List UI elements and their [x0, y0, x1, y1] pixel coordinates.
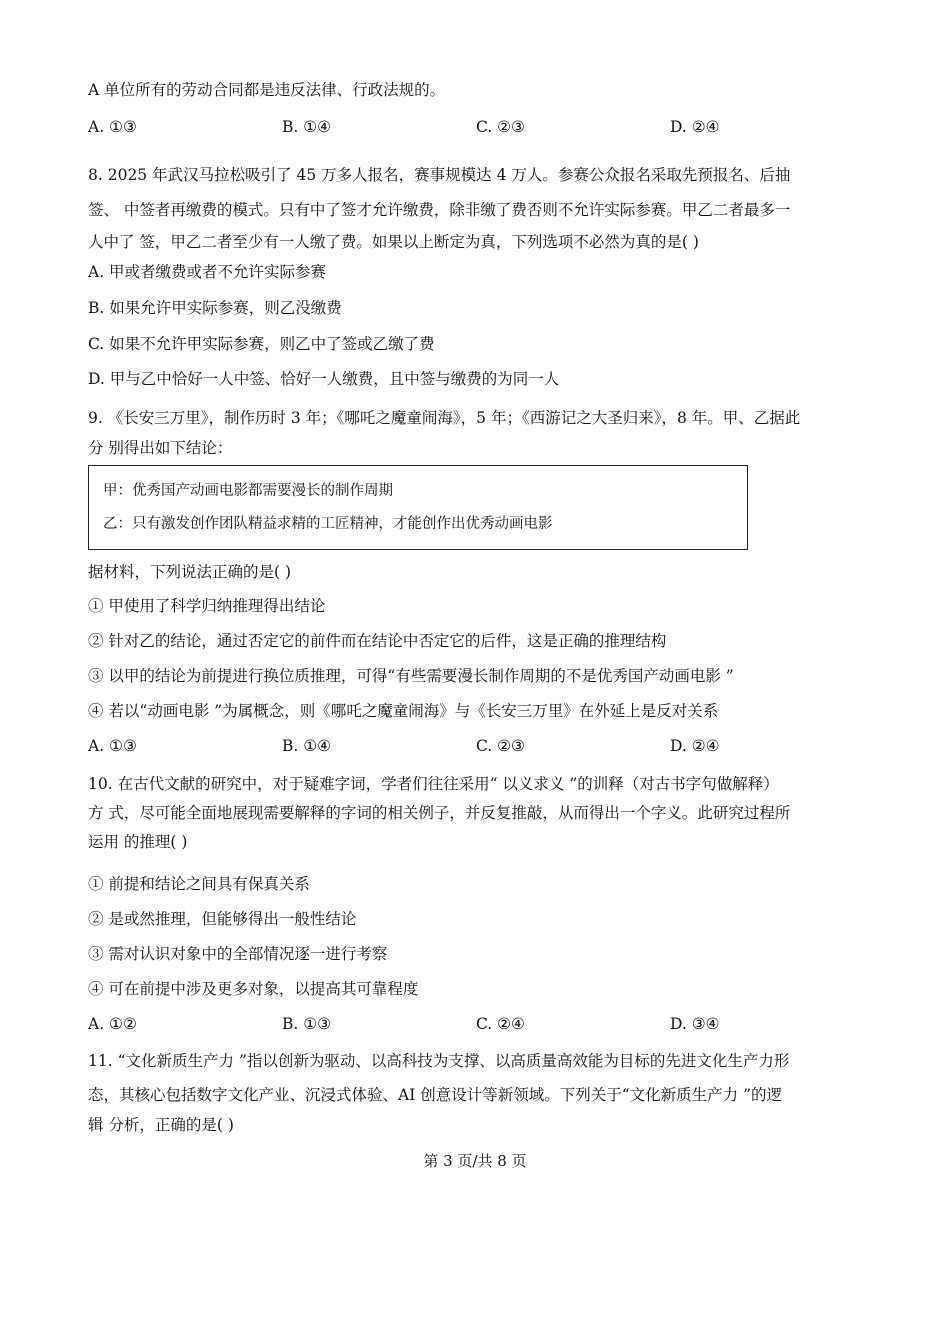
q9-option-a: A. ①③: [88, 737, 137, 755]
q7-item-a: A 单位所有的劳动合同都是违反法律、行政法规的。: [88, 81, 446, 99]
q9-item-2: ② 针对乙的结论，通过否定它的前件而在结论中否定它的后件，这是正确的推理结构: [88, 632, 667, 650]
q11-stem-line: 态，其核心包括数字文化产业、沉浸式体验、AI 创意设计等新领域。下列关于“文化新质生产力 ”的逻: [88, 1086, 783, 1104]
q9-item-4: ④ 若以“动画电影 ”为属概念，则《哪吒之魔童闹海》与《长安三万里》在外延上是反对关系: [88, 702, 719, 720]
q7-option-c: C. ②③: [476, 118, 525, 136]
q10-stem-line: 10. 在古代文献的研究中，对于疑难字词，学者们往往采用“ 以义求义 ”的训释（对古书字句做解释）: [88, 775, 779, 793]
q9-stem-line: 分 别得出如下结论：: [88, 439, 233, 457]
q10-option-b: B. ①③: [282, 1015, 332, 1033]
q10-stem-line: 方 式，尽可能全面地展现需要解释的字词的相关例子，并反复推敲，从而得出一个字义。此研究过程所: [88, 804, 791, 822]
q9-question: 据材料，下列说法正确的是( ): [88, 563, 292, 581]
q9-item-1: ① 甲使用了科学归纳推理得出结论: [88, 597, 326, 615]
q7-option-b: B. ①④: [282, 118, 332, 136]
page-number-footer: 第 3 页/共 8 页: [423, 1152, 527, 1170]
q9-item-3: ③ 以甲的结论为前提进行换位质推理，可得“有些需要漫长制作周期的不是优秀国产动画电影 ”: [88, 667, 734, 685]
q9-option-b: B. ①④: [282, 737, 332, 755]
q7-option-a: A. ①③: [88, 118, 137, 136]
q10-option-a: A. ①②: [88, 1015, 137, 1033]
q8-option-b: B. 如果允许甲实际参赛，则乙没缴费: [88, 299, 342, 317]
q8-stem-line: 人中了 签，甲乙二者至少有一人缴了费。如果以上断定为真，下列选项不必然为真的是( ): [88, 233, 699, 251]
q10-option-d: D. ③④: [670, 1015, 720, 1033]
q8-option-d: D. 甲与乙中恰好一人中签、恰好一人缴费，且中签与缴费的为同一人: [88, 370, 560, 388]
q9-option-d: D. ②④: [670, 737, 720, 755]
q9-material-box: [88, 465, 748, 550]
q9-conclusion-yi: 乙：只有激发创作团队精益求精的工匠精神，才能创作出优秀动画电影: [103, 516, 553, 532]
q10-stem-line: 运用 的推理( ): [88, 833, 188, 851]
q10-item-1: ① 前提和结论之间具有保真关系: [88, 875, 310, 893]
q10-item-2: ② 是或然推理，但能够得出一般性结论: [88, 910, 357, 928]
q8-option-c: C. 如果不允许甲实际参赛，则乙中了签或乙缴了费: [88, 335, 435, 353]
q9-stem-line: 9. 《长安三万里》，制作历时 3 年；《哪吒之魔童闹海》，5 年；《西游记之大圣归来》，8 年。甲、乙据此: [88, 409, 801, 427]
q11-stem-line: 11. “文化新质生产力 ”指以创新为驱动、以高科技为支撑、以高质量高效能为目标的先进文化生产力形: [88, 1052, 790, 1070]
q10-item-3: ③ 需对认识对象中的全部情况逐一进行考察: [88, 945, 388, 963]
q8-option-a: A. 甲或者缴费或者不允许实际参赛: [88, 263, 327, 281]
q10-option-c: C. ②④: [476, 1015, 525, 1033]
q10-item-4: ④ 可在前提中涉及更多对象，以提高其可靠程度: [88, 980, 419, 998]
q8-stem-line: 8. 2025 年武汉马拉松吸引了 45 万多人报名，赛事规模达 4 万人。参赛公众报名采取先预报名、后抽: [88, 166, 791, 184]
q7-option-d: D. ②④: [670, 118, 720, 136]
q8-stem-line: 签、 中签者再缴费的模式。只有中了签才允许缴费，除非缴了费否则不允许实际参赛。甲乙二者最多一: [88, 201, 791, 219]
q9-conclusion-jia: 甲：优秀国产动画电影都需要漫长的制作周期: [103, 483, 393, 499]
q9-option-c: C. ②③: [476, 737, 525, 755]
q11-stem-line: 辑 分析，正确的是( ): [88, 1116, 234, 1134]
